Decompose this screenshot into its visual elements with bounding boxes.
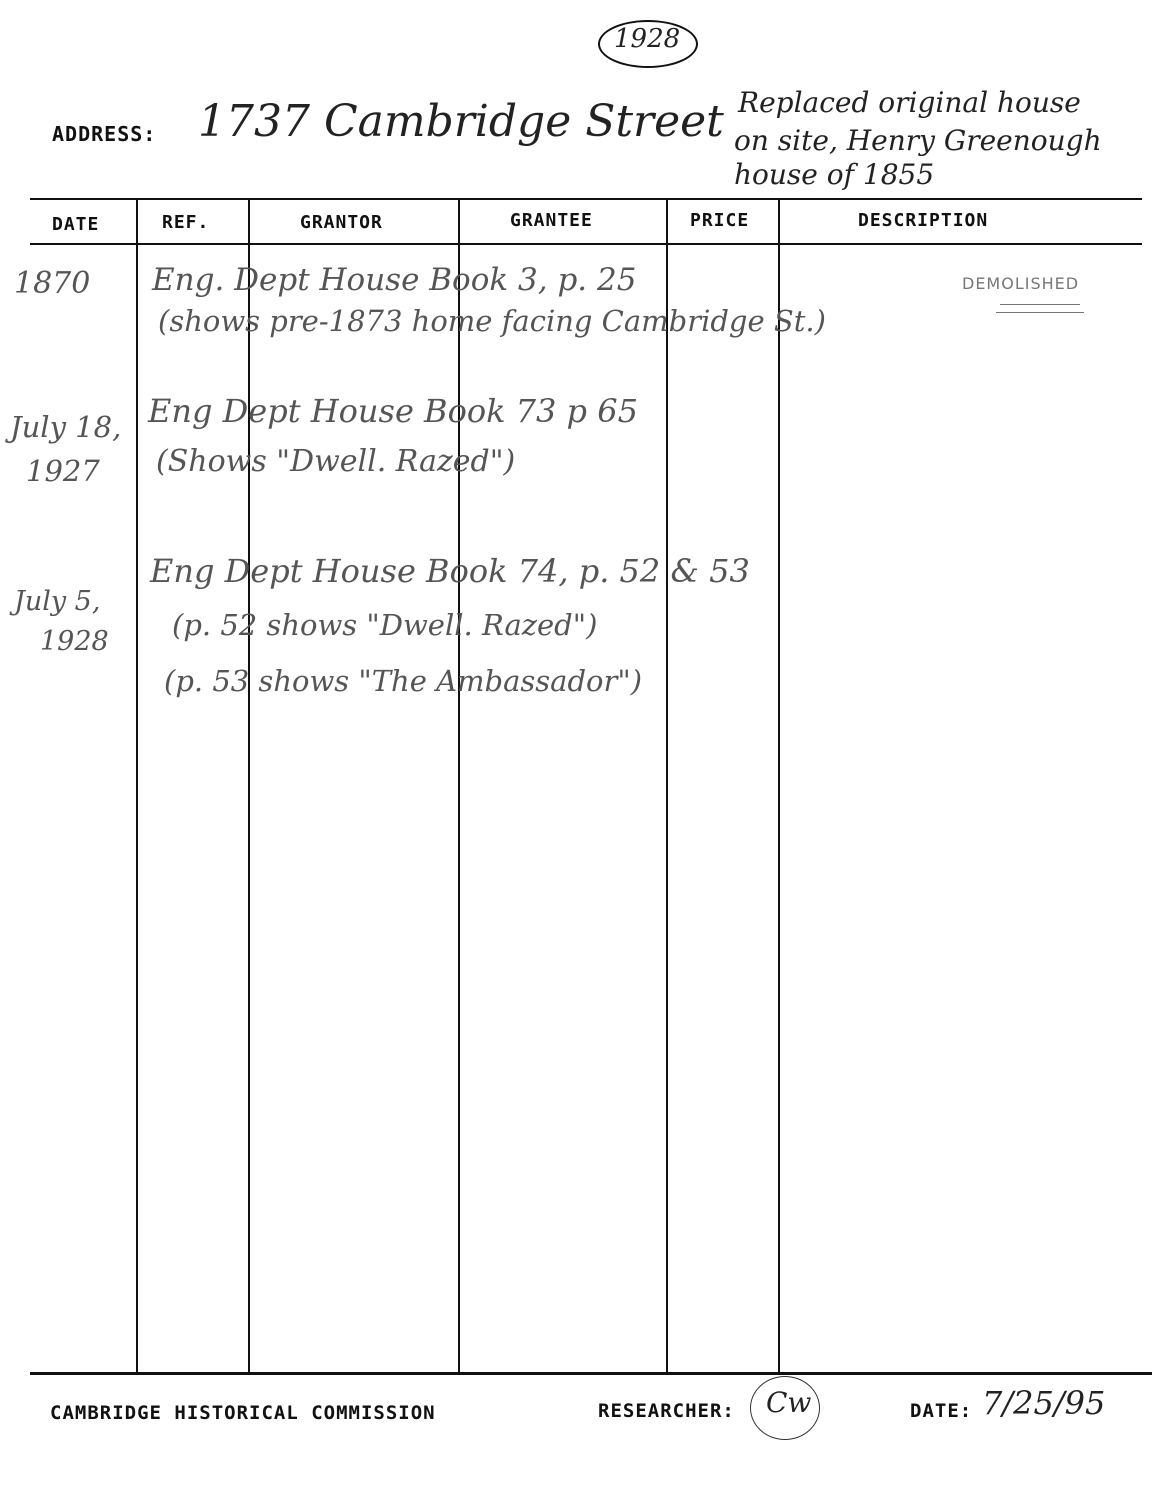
table-bottom-rule [30, 1372, 1152, 1375]
entry1-line1: Eng. Dept House Book 3, p. 25 [152, 262, 637, 298]
address-label: ADDRESS: [52, 122, 157, 146]
column-divider-grantor [458, 198, 460, 1374]
entry2-line2: (Shows "Dwell. Razed") [156, 444, 516, 479]
header-bottom-rule [30, 243, 1142, 245]
header-grantor: GRANTOR [300, 212, 383, 233]
column-divider-date [136, 198, 138, 1374]
entry3-date-line1: July 5, [14, 586, 101, 617]
header-ref: REF. [162, 212, 210, 233]
address-note-line1: Replaced original house [738, 86, 1081, 119]
entry3-line1: Eng Dept House Book 74, p. 52 & 53 [150, 552, 750, 590]
entry1-date: 1870 [14, 266, 91, 301]
address-note-line2: on site, Henry Greenough [734, 124, 1102, 157]
entry3-line3: (p. 53 shows "The Ambassador") [164, 664, 643, 698]
entry1-stamp-underline-2 [996, 312, 1084, 313]
entry1-line2: (shows pre-1873 home facing Cambridge St.) [158, 304, 826, 338]
researcher-initials: Cw [766, 1386, 812, 1419]
entry3-line2: (p. 52 shows "Dwell. Razed") [172, 608, 598, 642]
header-date: DATE [52, 214, 100, 235]
entry3-date-line2: 1928 [40, 626, 109, 657]
column-divider-ref [248, 198, 250, 1374]
entry2-line1: Eng Dept House Book 73 p 65 [148, 392, 638, 430]
entry2-date-line2: 1927 [26, 454, 100, 488]
address-note-line3: house of 1855 [734, 158, 935, 191]
footer-researcher-label: RESEARCHER: [598, 1400, 735, 1422]
column-divider-price [778, 198, 780, 1374]
header-description: DESCRIPTION [858, 210, 989, 231]
address-value: 1737 Cambridge Street [198, 96, 724, 147]
header-grantee: GRANTEE [510, 210, 593, 231]
page-tag: 1928 [614, 24, 681, 54]
column-divider-grantee [666, 198, 668, 1374]
table-top-rule [30, 198, 1142, 200]
footer-date-value: 7/25/95 [982, 1384, 1106, 1422]
entry1-stamp-underline-1 [1000, 304, 1080, 305]
entry2-date-line1: July 18, [10, 410, 122, 444]
header-price: PRICE [690, 210, 750, 231]
entry1-stamp: DEMOLISHED [962, 274, 1080, 293]
footer-org: CAMBRIDGE HISTORICAL COMMISSION [50, 1402, 436, 1424]
footer-date-label: DATE: [910, 1400, 973, 1422]
